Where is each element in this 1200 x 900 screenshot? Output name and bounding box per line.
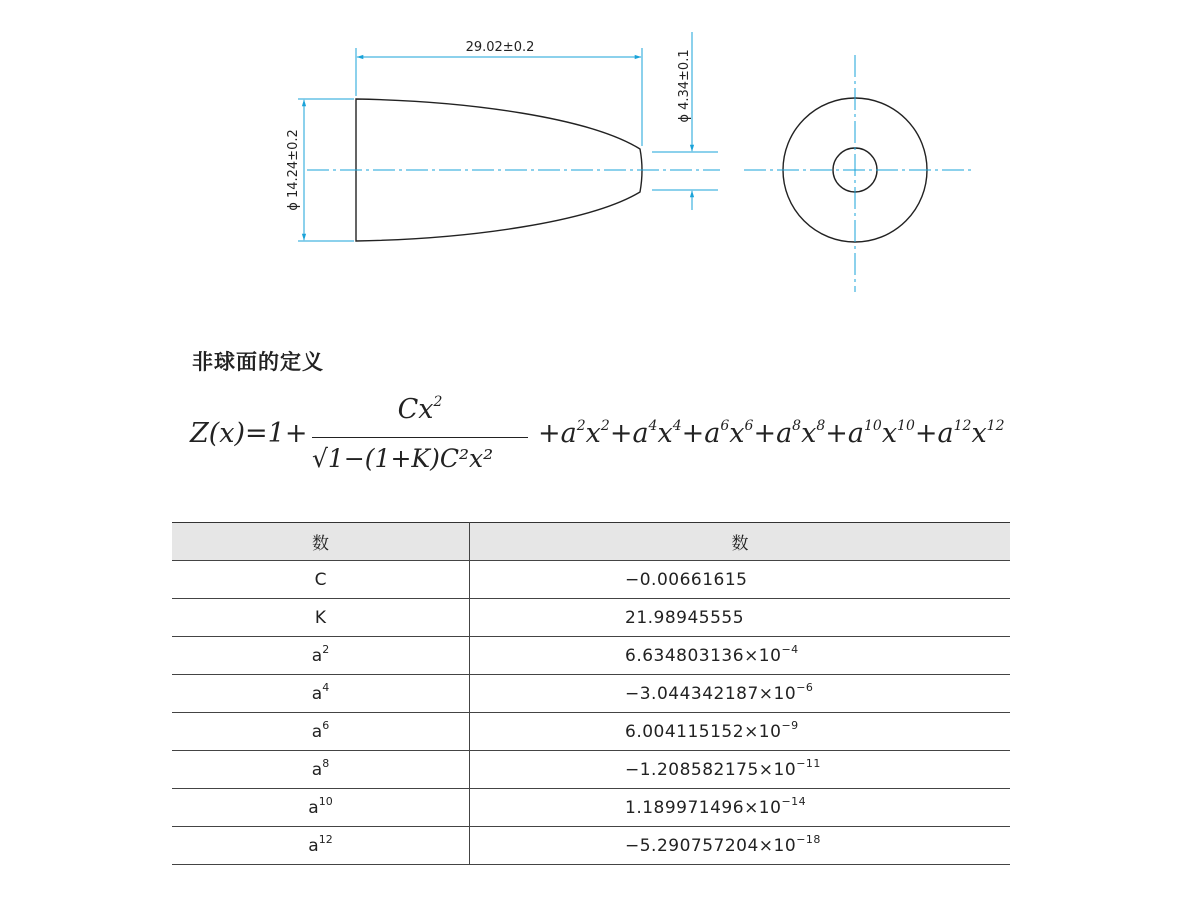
formula-denominator: √1−(1+K)C²x² bbox=[312, 444, 494, 473]
header-value: 数 bbox=[470, 523, 1011, 561]
formula-lhs: Z(x)=1+ bbox=[190, 418, 308, 449]
table-row bbox=[172, 751, 1010, 789]
formula-term: $+a^8x^8$ bbox=[753, 418, 826, 449]
coefficient-value: 21.98945555 bbox=[470, 599, 1011, 637]
coefficient-name: $a^2$ bbox=[172, 637, 470, 675]
table-row bbox=[172, 827, 1010, 865]
table-row bbox=[172, 561, 1010, 599]
coefficient-name: $a^{12}$ bbox=[172, 827, 470, 865]
length-dimension-label: 29.02±0.2 bbox=[465, 40, 535, 55]
coefficient-name: $a^4$ bbox=[172, 675, 470, 713]
coefficient-value: $-3.044342187\times 10^{-6}$ bbox=[470, 675, 1011, 713]
coefficient-value: $6.004115152\times 10^{-9}$ bbox=[470, 713, 1011, 751]
coefficient-name: K bbox=[172, 599, 470, 637]
formula-term: $+a^{10}x^{10}$ bbox=[825, 418, 915, 449]
formula-fraction bbox=[312, 392, 528, 488]
aspheric-formula bbox=[190, 392, 1030, 492]
formula-term: $+a^2x^2$ bbox=[538, 418, 610, 449]
section-title: 非球面的定义 bbox=[192, 350, 324, 374]
table-header-row bbox=[172, 523, 1010, 561]
fraction-bar bbox=[312, 437, 528, 438]
formula-polynomial-terms bbox=[538, 418, 1005, 449]
header-coefficient: 数 bbox=[172, 523, 470, 561]
coefficient-name: $a^6$ bbox=[172, 713, 470, 751]
table-row bbox=[172, 599, 1010, 637]
formula-term: $+a^6x^6$ bbox=[681, 418, 754, 449]
table-row bbox=[172, 713, 1010, 751]
coefficient-name: C bbox=[172, 561, 470, 599]
base-diameter-label: ϕ 14.24±0.2 bbox=[286, 129, 301, 211]
coefficient-value: $-1.208582175\times 10^{-11}$ bbox=[470, 751, 1011, 789]
coefficient-value: $1.189971496\times 10^{-14}$ bbox=[470, 789, 1011, 827]
table-row bbox=[172, 637, 1010, 675]
coefficient-value: $-5.290757204\times 10^{-18}$ bbox=[470, 827, 1011, 865]
tip-diameter-label: ϕ 4.34±0.1 bbox=[677, 49, 692, 123]
coefficient-value: $6.634803136\times 10^{-4}$ bbox=[470, 637, 1011, 675]
coefficient-name: $a^{10}$ bbox=[172, 789, 470, 827]
coefficient-name: $a^8$ bbox=[172, 751, 470, 789]
formula-numerator: Cx$^2$ bbox=[397, 394, 443, 425]
coefficient-value: −0.00661615 bbox=[470, 561, 1011, 599]
formula-term: $+a^4x^4$ bbox=[609, 418, 682, 449]
technical-drawing bbox=[0, 0, 1200, 320]
formula-term: $+a^{12}x^{12}$ bbox=[914, 418, 1005, 449]
table-row bbox=[172, 675, 1010, 713]
table-row bbox=[172, 789, 1010, 827]
coefficient-table bbox=[172, 522, 1010, 865]
